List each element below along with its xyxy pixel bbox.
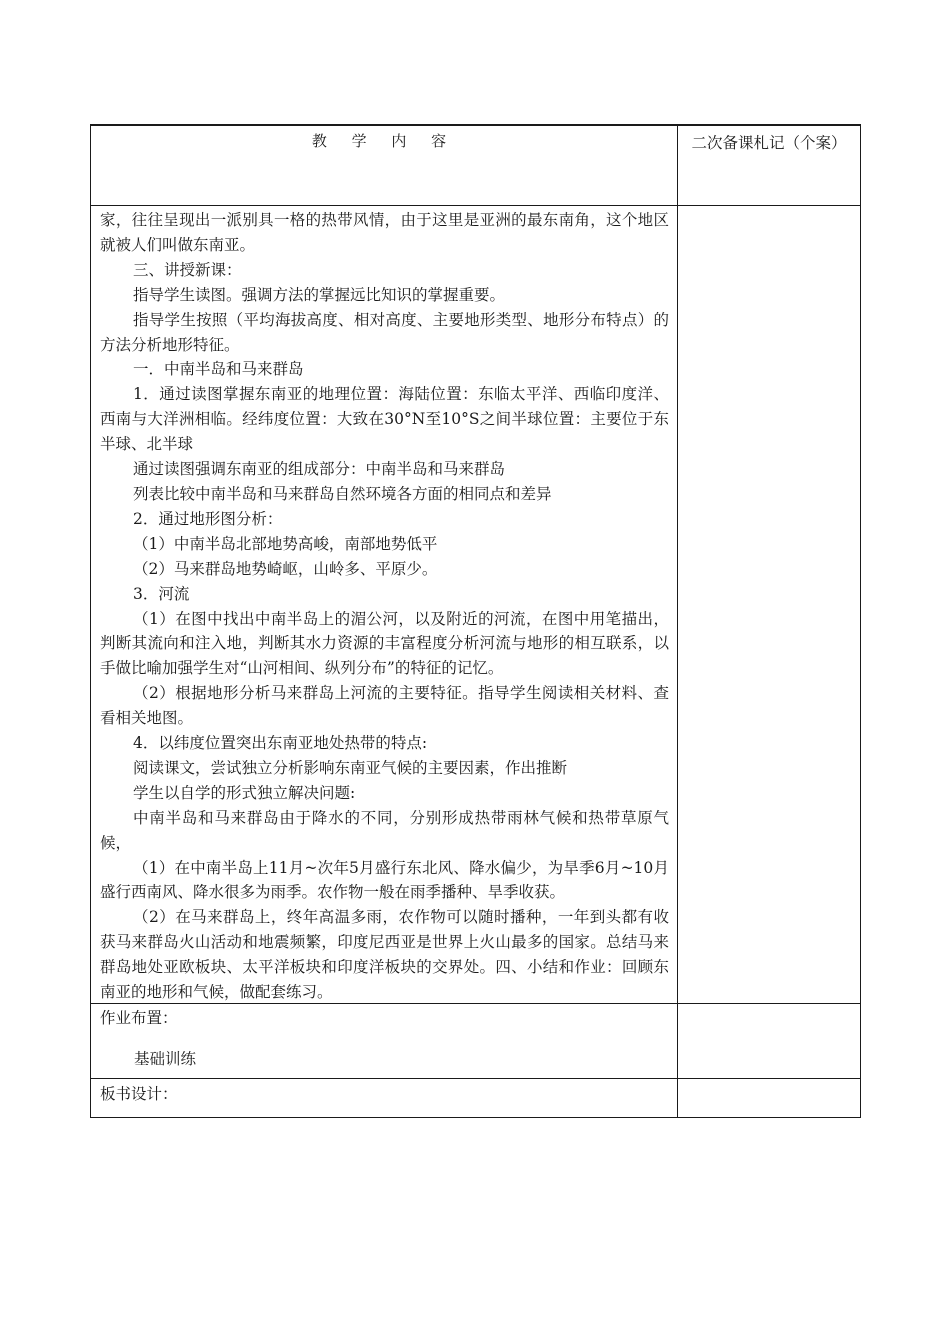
header-row	[91, 125, 861, 206]
lesson-paragraph: （2）马来群岛地势崎岖，山岭多、平原少。	[133, 559, 438, 578]
lesson-paragraph: 4．以纬度位置突出东南亚地处热带的特点:	[133, 734, 428, 753]
lesson-paragraph: 一．中南半岛和马来群岛	[133, 360, 304, 379]
lesson-plan-table	[90, 124, 861, 1118]
lesson-paragraph: 列表比较中南半岛和马来群岛自然环境各方面的相同点和差异	[133, 484, 552, 503]
lesson-paragraph: （1）在图中找出中南半岛上的湄公河，以及附近的河流，在图中用笔描出，判断其流向和注入地，判断其水力资源的丰富程度分析河流与地形的相互联系，以手做比喻加强学生对“山河相间、纵列分布”的特征的记忆。	[100, 609, 669, 678]
homework-notes-cell	[678, 1004, 861, 1079]
lesson-paragraph: （2）根据地形分析马来群岛上河流的主要特征。指导学生阅读相关材料、查看相关地图。	[100, 684, 669, 728]
lesson-paragraph: 中南半岛和马来群岛由于降水的不同，分别形成热带雨林气候和热带草原气候，	[100, 808, 669, 852]
homework-item: 基础训练	[134, 1050, 197, 1068]
lesson-paragraph: 3．河流	[133, 584, 190, 603]
lesson-paragraph: 2．通过地形图分析：	[133, 509, 283, 528]
homework-row	[91, 1004, 861, 1079]
board-notes-cell	[678, 1079, 861, 1118]
content-notes-cell	[678, 206, 861, 1004]
lesson-paragraph: （1）在中南半岛上11月~次年5月盛行东北风、降水偏少，为旱季6月~10月盛行西南风、降水很多为雨季。农作物一般在雨季播种、旱季收获。	[100, 858, 669, 902]
lesson-paragraph: 通过读图强调东南亚的组成部分：中南半岛和马来群岛	[133, 460, 506, 479]
board-cell	[91, 1079, 678, 1118]
lesson-paragraph: 家，往往呈现出一派别具一格的热带风情，由于这里是亚洲的最东南角，这个地区就被人们叫做东南亚。	[100, 211, 669, 254]
lesson-paragraph: （1）中南半岛北部地势高峻，南部地势低平	[133, 534, 438, 553]
lesson-paragraph: 1．通过读图掌握东南亚的地理位置：海陆位置：东临太平洋、西临印度洋、西南与大洋洲相临。经纬度位置：大致在30°N至10°S之间半球位置：主要位于东半球、北半球	[100, 385, 669, 454]
notes-header-cell	[678, 125, 861, 206]
lesson-paragraph: 指导学生读图。强调方法的掌握远比知识的掌握重要。	[133, 285, 506, 304]
lesson-paragraph: （2）在马来群岛上，终年高温多雨，农作物可以随时播种，一年到头都有收获马来群岛火山活动和地震频繁，印度尼西亚是世界上火山最多的国家。总结马来群岛地处亚欧板块、太平洋板块和印度洋板块的交界处。四、小结和作业：回顾东南亚的地形和气候，做配套练习。	[100, 908, 669, 1002]
notes-title: 二次备课札记（个案）	[691, 134, 847, 152]
homework-cell	[91, 1004, 678, 1079]
board-row	[91, 1079, 861, 1118]
board-label: 板书设计：	[100, 1085, 178, 1103]
lesson-paragraph: 指导学生按照（平均海拔高度、相对高度、主要地形类型、地形分布特点）的方法分析地形特征。	[100, 310, 669, 354]
content-header-cell	[91, 125, 678, 206]
lesson-body	[91, 206, 677, 1003]
lesson-paragraph: 阅读课文，尝试独立分析影响东南亚气候的主要因素，作出推断	[133, 758, 568, 777]
content-row	[91, 206, 861, 1004]
content-cell	[91, 206, 678, 1004]
content-title: 教 学 内 容	[311, 132, 457, 150]
homework-label: 作业布置：	[100, 1009, 178, 1027]
lesson-paragraph: 学生以自学的形式独立解决问题:	[133, 783, 356, 802]
lesson-paragraph: 三、讲授新课：	[133, 260, 242, 279]
